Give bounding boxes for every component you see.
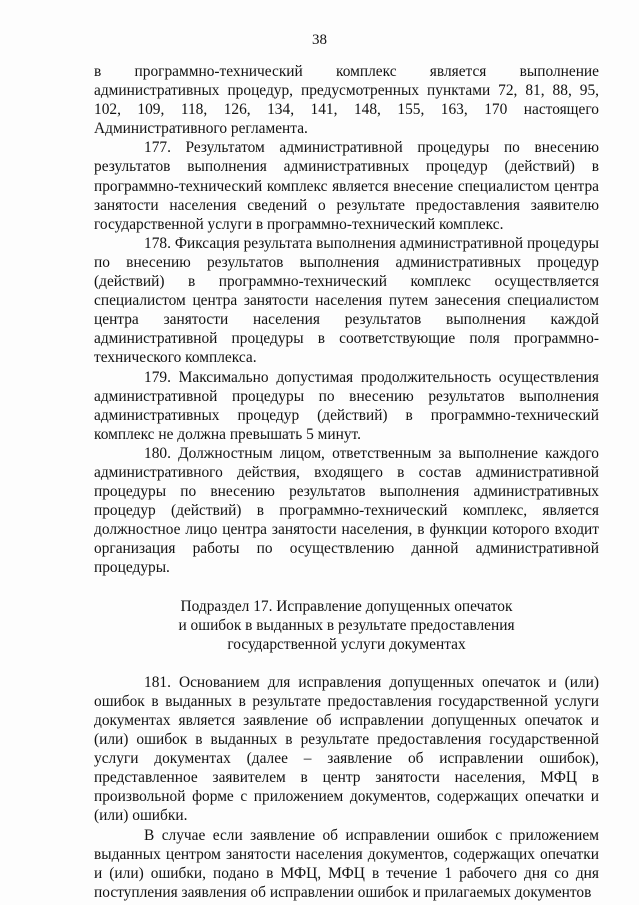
paragraph-181: 181. Основанием для исправления допущенных опечаток и (или) ошибок в выданных в результате предоставления государственной услуги документах является заявление об исправлении допущенных опечаток и (или) ошибок в выданных в результате предоставления государственной услуги документах (далее – заявление об исправлении ошибок), представленное заявителем в центр занятости населения, МФЦ в произвольной форме с приложением документов, содержащих опечатки и (или) ошибки.	[94, 673, 599, 825]
paragraph: В случае если заявление об исправлении ошибок с приложением выданных центром занятости населения документов, содержащих опечатки и (или) ошибки, подано в МФЦ, МФЦ в течение 1 рабочего дня со дня поступления заявления об исправлении ошибок и прилагаемых документов	[94, 826, 599, 901]
paragraph-178: 178. Фиксация результата выполнения административной процедуры по внесению результатов выполнения административных процедур (действий) в программно-технический комплекс осуществляется специалистом центра занятости населения путем занесения специалистом центра занятости населения результатов выполнения каждой административной процедуры в соответствующие поля программно-технического комплекса.	[94, 234, 599, 367]
subsection-heading	[94, 597, 599, 654]
document-body	[94, 62, 599, 902]
subsection-heading-line: Подраздел 17. Исправление допущенных опечаток	[180, 597, 513, 615]
paragraph-180: 180. Должностным лицом, ответственным за выполнение каждого административного действия, входящего в состав административной процедуры по внесению результатов выполнения административных процедур (действий) в программно-технический комплекс, является должностное лицо центра занятости населения, в функции которого входит организация работы по осуществлению данной административной процедуры.	[94, 444, 599, 577]
subsection-heading-line: государственной услуги документах	[227, 635, 466, 653]
page-number: 38	[312, 32, 327, 48]
paragraph-179: 179. Максимально допустимая продолжительность осуществления административной процедуры по внесению результатов выполнения административных процедур (действий) в программно-технический комплекс не должна превышать 5 минут.	[94, 368, 599, 443]
subsection-heading-line: и ошибок в выданных в результате предоставления	[178, 616, 515, 634]
paragraph-177: 177. Результатом административной процедуры по внесению результатов выполнения административных процедур (действий) в программно-технический комплекс является внесение специалистом центра занятости населения сведений о результате предоставления заявителю государственной услуги в программно-технический комплекс.	[94, 139, 599, 233]
paragraph: в программно-технический комплекс является выполнение административных процедур, предусмотренных пунктами 72, 81, 88, 95, 102, 109, 118, 126, 134, 141, 148, 155, 163, 170 настоящего Административного регламента.	[94, 63, 599, 138]
